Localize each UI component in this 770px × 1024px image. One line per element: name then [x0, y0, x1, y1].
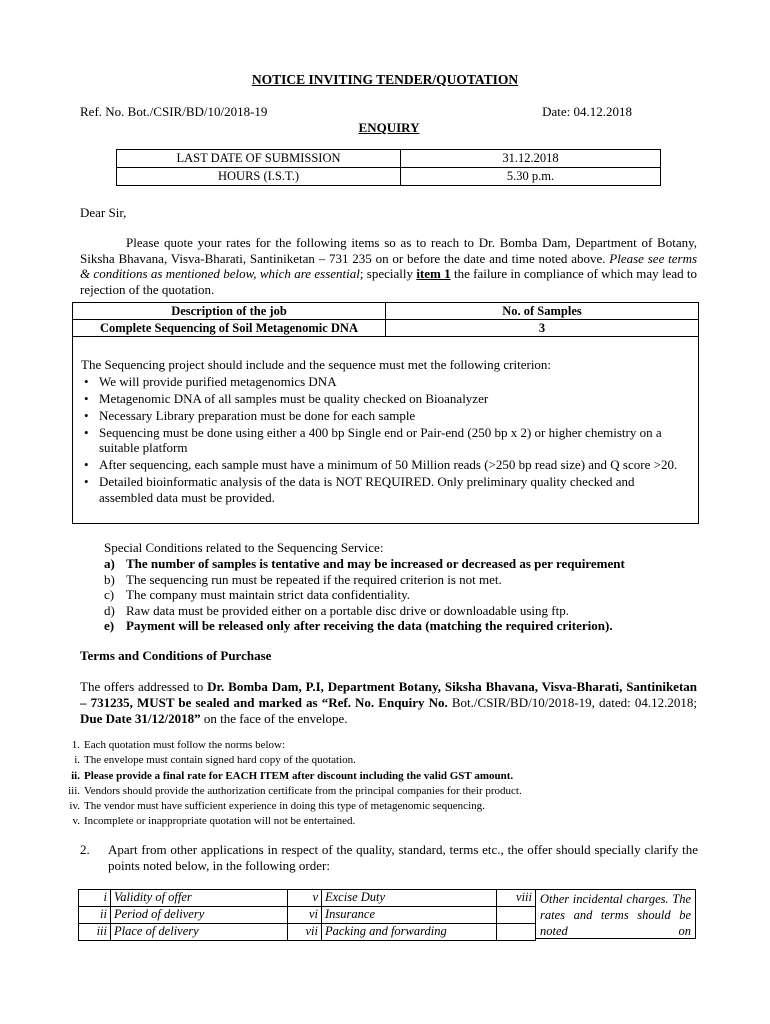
list-item: [62, 769, 712, 784]
item-text: The vendor must have sufficient experience in doing this type of metagenomic sequencing.: [84, 800, 485, 813]
item-label: iii.: [68, 784, 80, 797]
table-cell: Validity of offer: [111, 890, 288, 907]
job-header-table: [73, 303, 698, 337]
terms-heading: Terms and Conditions of Purchase: [80, 648, 272, 663]
item-text: Each quotation must follow the norms below:: [84, 739, 286, 751]
list-item: • We will provide purified metagenomics DNA: [81, 374, 690, 390]
item-label: b): [104, 571, 115, 587]
item-text: The number of samples is tentative and may be increased or decreased as per requirement: [126, 556, 625, 571]
criteria-list: [81, 374, 690, 506]
table-cell: Period of delivery: [111, 907, 288, 924]
item-label: 1.: [71, 739, 80, 751]
enquiry-heading: ENQUIRY: [358, 120, 420, 135]
list-item: • Detailed bioinformatic analysis of the data is NOT REQUIRED. Only preliminary quality checked and assembled data must be provided.: [81, 474, 690, 505]
job-description-table: [72, 302, 699, 524]
item-label: ii.: [71, 769, 80, 782]
table-row: [73, 303, 698, 320]
table-cell: Packing and forwarding: [322, 924, 497, 941]
table-cell: vii: [288, 924, 322, 941]
criteria-intro: The Sequencing project should include and the sequence must met the following criterion:: [81, 357, 552, 372]
table-cell: LAST DATE OF SUBMISSION: [117, 150, 401, 168]
table-cell: HOURS (I.S.T.): [117, 168, 401, 186]
offers-address: Dr. Bomba Dam, P.I, Department Botany, Siksha Bhavana, Visva-Bharati, Santiniketan – 731235, MUST be sealed and marked as “Ref. No. Enquiry No.: [80, 679, 697, 710]
table-cell: 31.12.2018: [401, 150, 661, 168]
notice-date: Date: 04.12.2018: [542, 104, 632, 119]
list-item: • After sequencing, each sample must have a minimum of 50 Million reads (>250 bp read size) and Q score >20.: [81, 457, 690, 473]
item-text: The envelope must contain signed hard copy of the quotation.: [84, 754, 356, 767]
item-text: The sequencing run must be repeated if the required criterion is not met.: [126, 571, 502, 587]
terms-list: [62, 738, 712, 830]
item-text: Vendors should provide the authorization certificate from the principal companies for their product.: [84, 784, 522, 797]
item-label: c): [104, 587, 115, 603]
point2-text: Apart from other applications in respect of the quality, standard, terms etc., the offer should specially clarify the points noted below, in the following order:: [108, 842, 698, 873]
intro-end-text: the failure in compliance of which may lead to rejection of the quotation.: [80, 266, 698, 298]
item-label: i.: [74, 754, 80, 767]
criteria-section: [73, 337, 698, 505]
table-row: [79, 907, 536, 924]
item-text: The company must maintain strict data confidentiality.: [126, 587, 410, 603]
offers-due-date: Due Date 31/12/2018”: [80, 711, 201, 726]
table-cell: ii: [79, 907, 111, 924]
list-item: • Necessary Library preparation must be done for each sample: [81, 408, 690, 424]
list-item: [62, 784, 712, 799]
table-row: [117, 168, 661, 186]
item-text: Payment will be released only after receiving the data (matching the required criterion).: [126, 618, 613, 634]
table-cell: iii: [79, 924, 111, 941]
table-row: [73, 320, 698, 337]
intro-item-ref: item 1: [416, 266, 451, 282]
incidental-charges-note: Other incidental charges. The rates and terms should be noted on: [536, 889, 696, 939]
column-header: No. of Samples: [386, 303, 699, 320]
list-item: [104, 587, 704, 603]
table-cell: 5.30 p.m.: [401, 168, 661, 186]
table-cell: v: [288, 890, 322, 907]
item-label: iv.: [69, 800, 80, 813]
point2-label: 2.: [80, 842, 90, 857]
offers-reference: Bot./CSIR/BD/10/2018-19, dated: 04.12.2018;: [451, 695, 697, 710]
offers-tail: on the face of the envelope.: [203, 711, 348, 726]
intro-paragraph: [80, 235, 697, 298]
special-conditions: [104, 540, 704, 634]
list-item: [104, 618, 704, 634]
offers-lead: The offers addressed to: [80, 679, 204, 694]
item-text: Incomplete or inappropriate quotation will not be entertained.: [84, 815, 356, 828]
special-conditions-heading: Special Conditions related to the Sequencing Service:: [104, 540, 384, 555]
table-row: [79, 924, 536, 941]
page-title: NOTICE INVITING TENDER/QUOTATION: [251, 72, 519, 87]
intro-text: Please quote your rates for the following items so as to reach to Dr. Bomba Dam, Department of Botany, Siksha Bhavana, Visva-Bharati, Santiniketan – 731 235 on or before the date and time noted above.: [80, 235, 697, 266]
list-item: [104, 572, 704, 588]
intro-mid-text: ; specially: [359, 266, 413, 282]
table-cell: viii: [497, 890, 536, 907]
item-label: a): [104, 556, 115, 571]
list-item: [62, 738, 712, 753]
intro-italic-text: Please see terms & conditions as mentioned below, which are essential: [80, 250, 698, 282]
item-label: v.: [72, 815, 80, 828]
item-text: Raw data must be provided either on a portable disc drive or downloadable using ftp.: [126, 602, 569, 618]
list-item: • Metagenomic DNA of all samples must be quality checked on Bioanalyzer: [81, 391, 690, 407]
table-cell: Insurance: [322, 907, 497, 924]
offers-paragraph: [80, 679, 697, 727]
table-cell: i: [79, 890, 111, 907]
list-item: [104, 556, 704, 572]
list-item: [62, 814, 712, 829]
column-header: Description of the job: [73, 303, 386, 320]
list-item: [104, 603, 704, 619]
salutation: Dear Sir,: [80, 205, 127, 220]
list-item: [62, 753, 712, 768]
list-item: • Sequencing must be done using either a 400 bp Single end or Pair-end (250 bp x 2) or higher chemistry on a suitable platform: [81, 425, 690, 456]
table-cell: Place of delivery: [111, 924, 288, 941]
table-cell: [497, 924, 536, 941]
item-text: Please provide a final rate for EACH ITEM after discount including the valid GST amount.: [84, 769, 514, 782]
sample-count: 3: [386, 320, 699, 337]
table-cell: vi: [288, 907, 322, 924]
item-label: e): [104, 618, 115, 634]
table-row: [79, 890, 536, 907]
table-row: [117, 150, 661, 168]
table-cell: [497, 907, 536, 924]
table-cell: Excise Duty: [322, 890, 497, 907]
submission-table: [116, 149, 661, 186]
job-description: Complete Sequencing of Soil Metagenomic DNA: [73, 320, 386, 337]
item-label: d): [104, 602, 115, 618]
reference-number: Ref. No. Bot./CSIR/BD/10/2018-19: [80, 104, 268, 119]
list-item: [62, 799, 712, 814]
points-table: [78, 889, 536, 941]
